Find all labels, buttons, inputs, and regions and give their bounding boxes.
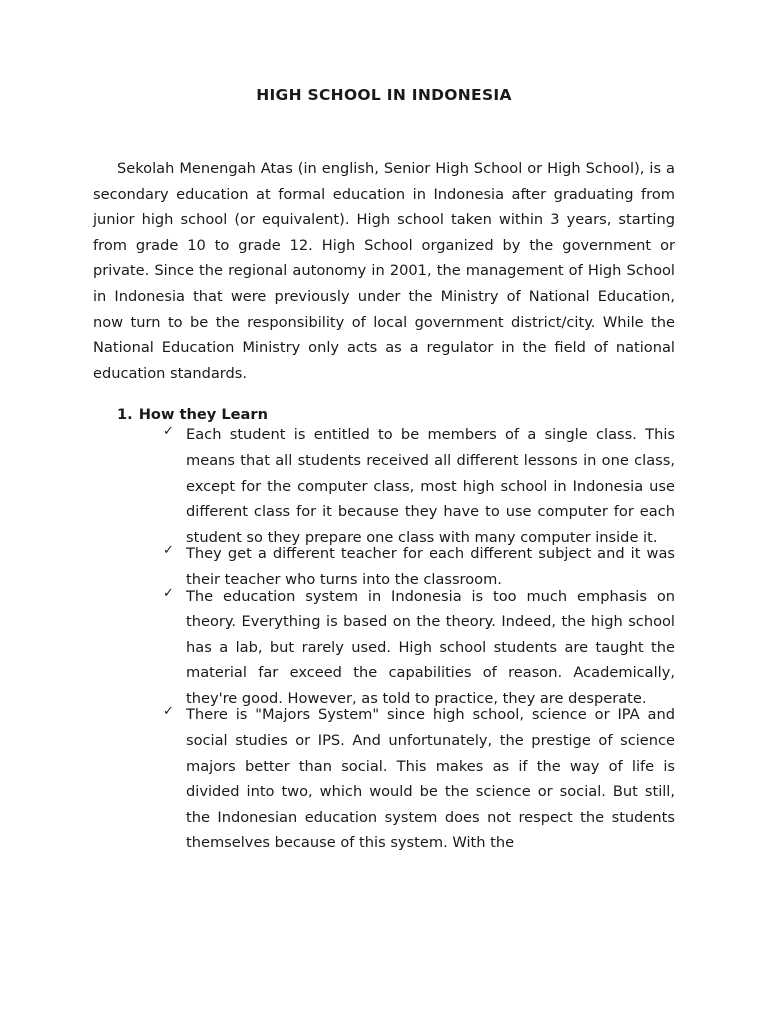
list-item-text: The education system in Indonesia is too much emphasis on theory. Everything is based on the theory. Indeed, the high school has a lab, but rarely used. High school students are taught the material far exceed the capabilities of reason. Academically, they're good. However, as told to practice, they are desperate. — [186, 587, 675, 707]
checklist — [93, 422, 675, 856]
list-item-text: They get a different teacher for each different subject and it was their teacher who turns into the classroom. — [186, 545, 675, 588]
check-icon: ✓ — [163, 704, 174, 720]
check-icon: ✓ — [163, 543, 174, 559]
check-icon: ✓ — [163, 585, 174, 601]
list-item — [93, 584, 675, 712]
section-heading-text: How they Learn — [138, 406, 268, 424]
list-item-text: There is "Majors System" since high school, science or IPA and social studies or IPS. And unfortunately, the prestige of science majors better than social. This makes as if the way of life is divided into two, which would be the science or social. But still, the Indonesian education system does not respect the students themselves because of this system. With the — [186, 706, 675, 852]
document-title: HIGH SCHOOL IN INDONESIA — [256, 86, 512, 104]
section-number: 1. — [117, 406, 133, 424]
check-icon: ✓ — [163, 424, 174, 440]
list-item — [93, 422, 675, 550]
intro-paragraph: Sekolah Menengah Atas (in english, Senior High School or High School), is a secondary education at formal education in Indonesia after graduating from junior high school (or equivalent). High school taken within 3 years, starting from grade 10 to grade 12. High School organized by the government or private. Since the regional autonomy in 2001, the management of High School in Indonesia that were previously under the Ministry of National Education, now turn to be the responsibility of local government district/city. While the National Education Ministry only acts as a regulator in the field of national education standards. — [93, 160, 675, 382]
list-item — [93, 702, 675, 856]
list-item-text: Each student is entitled to be members of a single class. This means that all students received all different lessons in one class, except for the computer class, most high school in Indonesia use different class for it because they have to use computer for each student so they prepare one class with many computer inside it. — [186, 426, 675, 546]
